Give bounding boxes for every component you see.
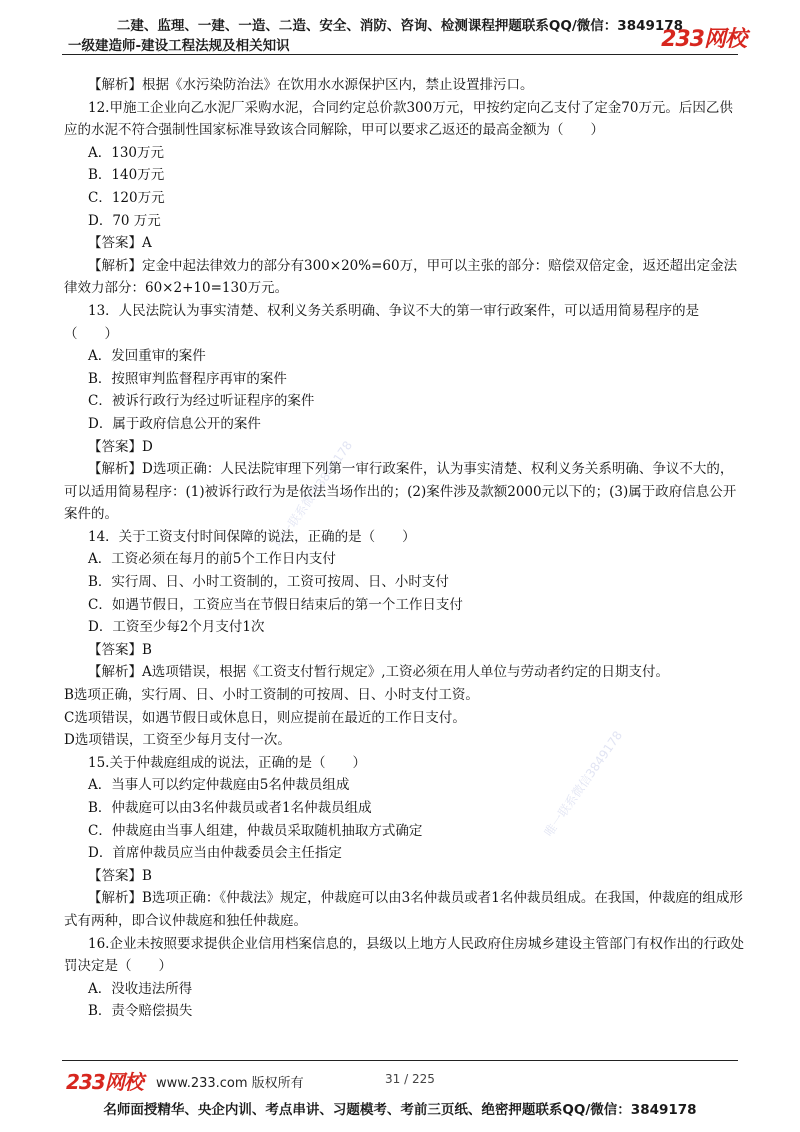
paragraph: B．按照审判监督程序再审的案件 (88, 370, 287, 387)
paragraph: 14．关于工资支付时间保障的说法，正确的是（ ） (88, 528, 416, 545)
paragraph: B．140万元 (88, 167, 165, 184)
paragraph: 【答案】B (88, 641, 152, 658)
paragraph: C．120万元 (88, 189, 165, 206)
paragraph: 【解析】D选项正确：人民法院审理下列第一审行政案件，认为事实清楚、权利义务关系明确、争议不大的，可以适用简易程序：(1)被诉行政行为是依法当场作出的；(2)案件涉及款额2000元以下的；(3)属于政府信息公开案件的。 (64, 461, 737, 523)
paragraph: 16.企业未按照要求提供企业信用档案信息的，县级以上地方人民政府住房城乡建设主管部门有权作出的行政处罚决定是（ ） (64, 935, 744, 975)
brand-logo: 233网校 (661, 27, 746, 52)
watermark: 唯一联系微信3849178 (271, 438, 356, 550)
paragraph: A．发回重审的案件 (88, 348, 206, 365)
paragraph: 【答案】A (88, 235, 152, 252)
header-contact-line: 二建、监理、一建、一造、二造、安全、消防、咨询、检测课程押题联系QQ/微信：3849178 (116, 18, 684, 34)
paragraph: 【解析】定金中起法律效力的部分有300×20%=60万，甲可以主张的部分：赔偿双倍定金，返还超出定金法律效力部分：60×2+10=130万元。 (64, 257, 738, 297)
paragraph: C．仲裁庭由当事人组建，仲裁员采取随机抽取方式确定 (88, 822, 423, 839)
watermark: 唯一联系微信3849178 (541, 728, 626, 840)
paragraph: D．工资至少每2个月支付1次 (88, 619, 265, 636)
paragraph: C．被诉行政行为经过听证程序的案件 (88, 393, 315, 410)
paragraph: 15.关于仲裁庭组成的说法，正确的是（ ） (88, 754, 366, 771)
paragraph: 【答案】D (88, 438, 153, 455)
paragraph: D．首席仲裁员应当由仲裁委员会主任指定 (88, 845, 342, 862)
document-body (64, 74, 744, 1023)
footer-contact-line: 名师面授精华、央企内训、考点串讲、习题模考、考前三页纸、绝密押题联系QQ/微信：3849178 (103, 1102, 697, 1118)
paragraph: 【解析】B选项正确：《仲裁法》规定，仲裁庭可以由3名仲裁员或者1名仲裁员组成。在我国，仲裁庭的组成形式有两种，即合议仲裁庭和独任仲裁庭。 (64, 890, 743, 929)
footer-brand-logo: 233网校 (66, 1070, 143, 1094)
paragraph: C．如遇节假日，工资应当在节假日结束后的第一个工作日支付 (88, 596, 463, 613)
footer-divider (62, 1060, 738, 1061)
paragraph: 12.甲施工企业向乙水泥厂采购水泥，合同约定总价款300万元，甲按约定向乙支付了定金70万元。后因乙供应的水泥不符合强制性国家标准导致该合同解除，甲可以要求乙返还的最高金额为（ ） (64, 99, 733, 139)
paragraph: C选项错误，如遇节假日或休息日，则应提前在最近的工作日支付。 (64, 709, 466, 726)
footer-site: www.233.com 版权所有 (156, 1076, 304, 1091)
paragraph: 13．人民法院认为事实清楚、权利义务关系明确、争议不大的第一审行政案件，可以适用简易程序的是（ ） (64, 302, 700, 342)
paragraph: A．当事人可以约定仲裁庭由5名仲裁员组成 (88, 777, 350, 794)
paragraph: D选项错误，工资至少每月支付一次。 (64, 732, 291, 749)
paragraph: B选项正确，实行周、日、小时工资制的可按周、日、小时支付工资。 (64, 687, 479, 704)
paragraph: 【解析】A选项错误，根据《工资支付暂行规定》,工资必须在用人单位与劳动者约定的日期支付。 (88, 664, 670, 681)
paragraph: A．没收违法所得 (88, 980, 193, 997)
paragraph: A．130万元 (88, 144, 165, 161)
paragraph: D．属于政府信息公开的案件 (88, 415, 261, 432)
paragraph: 【答案】B (88, 867, 152, 884)
paragraph: 【解析】根据《水污染防治法》在饮用水水源保护区内，禁止设置排污口。 (88, 77, 534, 93)
paragraph: A．工资必须在每月的前5个工作日内支付 (88, 551, 336, 568)
header-course-title: 一级建造师-建设工程法规及相关知识 (68, 38, 290, 54)
page-number: 31 / 225 (385, 1072, 435, 1086)
paragraph: B．实行周、日、小时工资制的，工资可按周、日、小时支付 (88, 574, 449, 591)
paragraph: B．仲裁庭可以由3名仲裁员或者1名仲裁员组成 (88, 800, 372, 816)
paragraph: B．责令赔偿损失 (88, 1003, 193, 1020)
paragraph: D．70 万元 (88, 212, 161, 229)
header-divider (62, 54, 738, 55)
